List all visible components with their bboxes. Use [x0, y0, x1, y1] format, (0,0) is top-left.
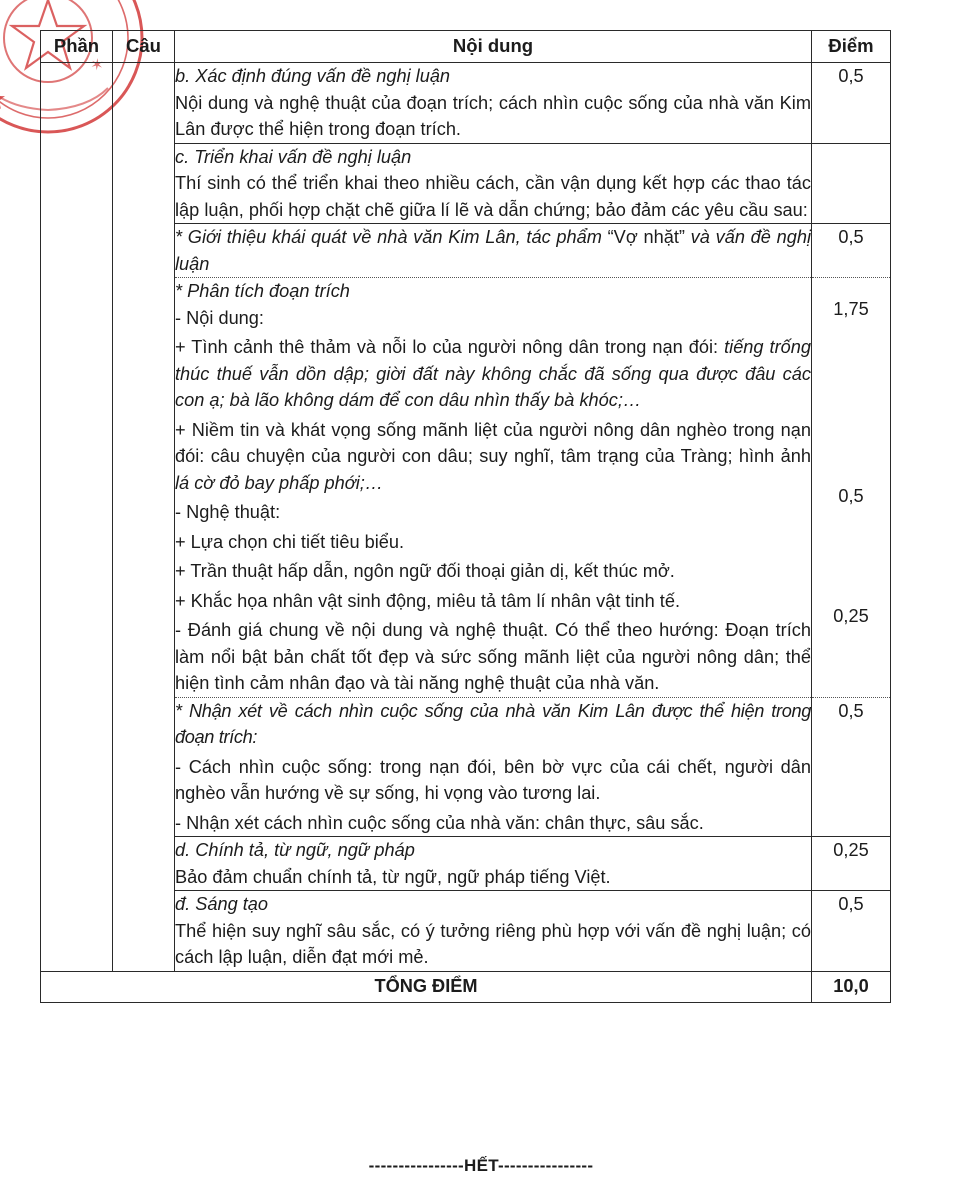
- row-score: [812, 143, 891, 224]
- intro-quote: “Vợ nhặt”: [607, 227, 685, 247]
- total-row: [41, 971, 891, 1002]
- noi-dung-label: - Nội dung:: [175, 307, 264, 328]
- header-noi-dung: Nội dung: [175, 31, 812, 63]
- row-text: - Nhận xét cách nhìn cuộc sống của nhà văn: chân thực, sâu sắc.: [175, 812, 704, 833]
- header-phan: Phần: [41, 31, 113, 63]
- row-title: đ. Sáng tạo: [175, 894, 269, 914]
- row-analysis-scores: [812, 278, 891, 698]
- cau-cell: [113, 63, 175, 972]
- table-row: [41, 63, 891, 144]
- grading-table: [40, 30, 891, 1003]
- header-diem: Điểm: [812, 31, 891, 63]
- nd2-italic: lá cờ đỏ bay phấp phới;…: [175, 472, 384, 493]
- row-text: Bảo đảm chuẩn chính tả, từ ngữ, ngữ pháp tiếng Việt.: [175, 866, 611, 887]
- nt1: + Lựa chọn chi tiết tiêu biểu.: [175, 531, 405, 552]
- score-noi-dung: 1,75: [833, 299, 869, 319]
- row-d-content: [175, 837, 812, 891]
- nt2: + Trần thuật hấp dẫn, ngôn ngữ đối thoại giản dị, kết thúc mở.: [175, 561, 675, 581]
- row-nhan-xet-content: [175, 697, 812, 837]
- intro-italic-2: và vấn đề nghị luận: [175, 227, 812, 274]
- phan-cell: [41, 63, 113, 972]
- nd2-prefix: + Niềm tin và khát vọng sống mãnh liệt của người nông dân nghèo trong nạn đói: câu chuyện của người con dâu; suy nghĩ, tâm trạng của Tràng; hình ảnh: [175, 419, 811, 466]
- row-text: - Cách nhìn cuộc sống: trong nạn đói, bên bờ vực của cái chết, người dân nghèo vẫn hướng về sự sống, hi vọng vào tương lai.: [175, 756, 811, 803]
- score-nghe-thuat: 0,5: [838, 485, 864, 506]
- row-text: Thí sinh có thể triển khai theo nhiều cách, cần vận dụng kết hợp các thao tác lập luận, phối hợp chặt chẽ giữa lí lẽ và dẫn chứng; bảo đảm các yêu cầu sau:: [175, 173, 811, 220]
- row-title: d. Chính tả, từ ngữ, ngữ pháp: [175, 840, 415, 860]
- row-text: Nội dung và nghệ thuật của đoạn trích; cách nhìn cuộc sống của nhà văn Kim Lân được thể hiện trong đoạn trích.: [175, 92, 811, 139]
- row-score: 0,5: [812, 63, 891, 144]
- nghe-thuat-label: - Nghệ thuật:: [175, 502, 281, 522]
- row-b-content: [175, 63, 812, 144]
- row-score: 0,25: [812, 837, 891, 891]
- row-score: 0,5: [812, 697, 891, 837]
- row-intro-content: [175, 224, 812, 278]
- danh-gia: - Đánh giá chung về nội dung và nghệ thuật. Có thể theo hướng: Đoạn trích làm nổi bật bản chất tốt đẹp và sức sống mãnh liệt của người nông dân; thể hiện tình cảm nhân đạo và tài năng nghệ thuật của nhà văn.: [175, 620, 811, 693]
- table-header-row: [41, 31, 891, 63]
- total-score: 10,0: [812, 971, 891, 1002]
- row-analysis-content: [175, 278, 812, 698]
- row-score: 0,5: [812, 891, 891, 972]
- row-title: c. Triển khai vấn đề nghị luận: [175, 146, 412, 167]
- row-c-content: [175, 143, 812, 224]
- row-text: Thể hiện suy nghĩ sâu sắc, có ý tưởng riêng phù hợp với vấn đề nghị luận; có cách lập luận, diễn đạt mới mẻ.: [175, 920, 811, 967]
- row-title: * Phân tích đoạn trích: [175, 281, 350, 301]
- row-dd-content: [175, 891, 812, 972]
- score-danh-gia: 0,25: [833, 606, 869, 626]
- header-cau: Câu: [113, 31, 175, 63]
- row-score: 0,5: [812, 224, 891, 278]
- nd1-prefix: + Tình cảnh thê thảm và nỗi lo của người nông dân trong nạn đói:: [175, 337, 725, 357]
- svg-text:✶: ✶: [87, 54, 109, 76]
- row-title: * Nhận xét về cách nhìn cuộc sống của nhà văn Kim Lân được thể hiện trong đoạn trích:: [175, 700, 811, 747]
- nt3: + Khắc họa nhân vật sinh động, miêu tả tâm lí nhân vật tinh tế.: [175, 590, 681, 611]
- row-title: b. Xác định đúng vấn đề nghị luận: [175, 66, 451, 86]
- intro-italic: * Giới thiệu khái quát về nhà văn Kim Lân, tác phẩm: [175, 227, 608, 247]
- total-label: TỔNG ĐIỂM: [41, 971, 812, 1002]
- end-marker: ----------------HẾT----------------: [368, 1156, 594, 1175]
- nd1-italic: tiếng trống thúc thuế vẫn dồn dập; giời đất này không chắc đã sống qua được đâu các con ạ; bà lão không dám để con dâu nhìn thấy bà khóc;…: [175, 337, 811, 410]
